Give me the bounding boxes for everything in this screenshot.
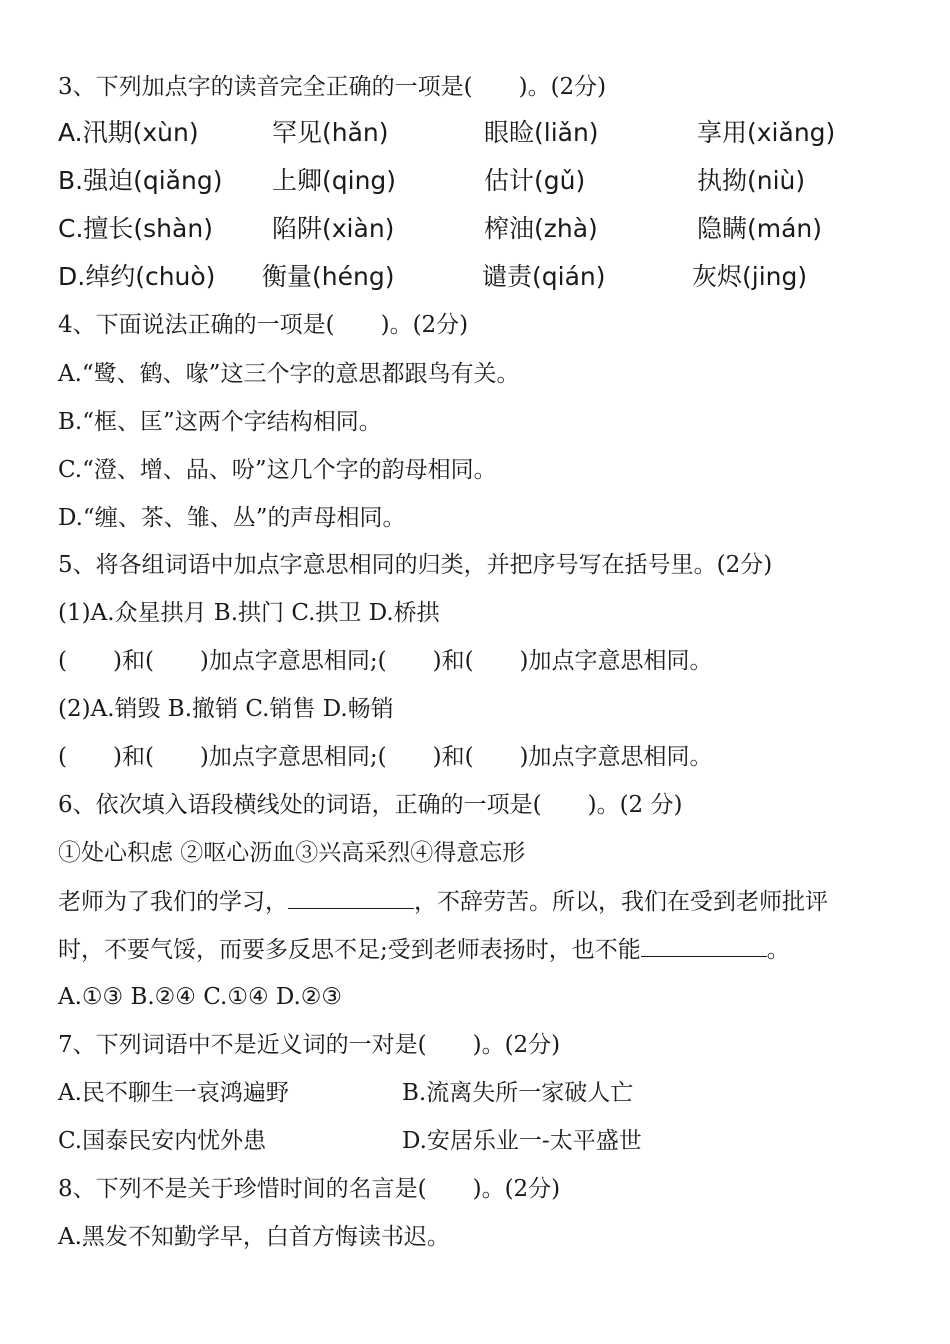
q7-option-c: C.国泰民安内忧外患	[58, 1128, 267, 1154]
q3-option-a-4: 享用(xiǎng)	[697, 118, 836, 147]
q6-word-list: ①处心积虑 ②呕心沥血③兴高采烈④得意忘形	[58, 840, 526, 866]
q3-stem: 3、下列加点字的读音完全正确的一项是( )。(2分)	[58, 74, 607, 100]
q8-option-a: A.黑发不知勤学早，白首方悔读书迟。	[58, 1224, 450, 1250]
q3-option-c-4: 隐瞒(mán)	[697, 214, 823, 243]
q3-option-b-4: 执拗(niù)	[697, 166, 806, 195]
q6-paragraph-line-1	[58, 886, 828, 917]
q4-option-b: B.“框、匡”这两个字结构相同。	[58, 409, 382, 435]
q5-group-2-answer: ( )和( )加点字意思相同;( )和( )加点字意思相同。	[58, 744, 713, 770]
q4-option-a: A.“鹭、鹤、喙”这三个字的意思都跟鸟有关。	[58, 361, 520, 387]
q3-option-c-1: C.擅长(shàn)	[58, 214, 213, 243]
q6-blank-2	[641, 934, 767, 957]
q3-option-d-1: D.绰约(chuò)	[58, 262, 216, 291]
q7-stem: 7、下列词语中不是近义词的一对是( )。(2分)	[58, 1032, 561, 1058]
q3-row-b	[0, 166, 950, 198]
q5-group-1: (1)A.众星拱月 B.拱门 C.拱卫 D.桥拱	[58, 600, 440, 626]
q6-para1-text-a: 老师为了我们的学习，	[58, 889, 288, 915]
q3-row-c	[0, 214, 950, 246]
q6-para2-text-a: 时，不要气馁，而要多反思不足;受到老师表扬时，也不能	[58, 937, 641, 963]
q3-option-b-1: B.强迫(qiǎng)	[58, 166, 223, 195]
q3-option-b-2: 上卿(qing)	[272, 166, 397, 195]
q6-blank-1	[288, 886, 414, 909]
q3-row-d	[0, 262, 950, 294]
q3-row-a	[0, 118, 950, 150]
q4-option-c: C.“澄、增、品、吩”这几个字的韵母相同。	[58, 457, 497, 483]
q7-option-b: B.流离失所一家破人亡	[402, 1080, 634, 1106]
q3-option-d-4: 灰烬(jing)	[692, 262, 808, 291]
q3-option-d-2: 衡量(héng)	[262, 262, 395, 291]
q3-option-a-2: 罕见(hǎn)	[272, 118, 389, 147]
q6-para1-text-b: ，不辞劳苦。所以，我们在受到老师批评	[414, 889, 828, 915]
q5-stem: 5、将各组词语中加点字意思相同的归类，并把序号写在括号里。(2分)	[58, 552, 773, 578]
q3-option-a-3: 眼睑(liǎn)	[484, 118, 599, 147]
q3-option-b-3: 估计(gǔ)	[484, 166, 586, 195]
q8-stem: 8、下列不是关于珍惜时间的名言是( )。(2分)	[58, 1176, 561, 1202]
q5-group-2: (2)A.销毁 B.撤销 C.销售 D.畅销	[58, 696, 394, 722]
q7-option-d: D.安居乐业一-太平盛世	[402, 1128, 642, 1154]
q6-options: A.①③ B.②④ C.①④ D.②③	[58, 984, 343, 1010]
q3-option-c-2: 陷阱(xiàn)	[272, 214, 395, 243]
q4-option-d: D.“缠、茶、雏、丛”的声母相同。	[58, 505, 406, 531]
q3-option-d-3: 谴责(qián)	[482, 262, 606, 291]
q3-option-a-1: A.汛期(xùn)	[58, 118, 199, 147]
q4-stem: 4、下面说法正确的一项是( )。(2分)	[58, 312, 469, 338]
q6-para2-text-b: 。	[766, 937, 790, 963]
q5-group-1-answer: ( )和( )加点字意思相同;( )和( )加点字意思相同。	[58, 648, 713, 674]
q7-option-a: A.民不聊生一哀鸿遍野	[58, 1080, 289, 1106]
q3-option-c-3: 榨油(zhà)	[484, 214, 598, 243]
q6-paragraph-line-2	[58, 934, 790, 965]
q6-stem: 6、依次填入语段横线处的词语，正确的一项是( )。(2 分)	[58, 792, 683, 818]
